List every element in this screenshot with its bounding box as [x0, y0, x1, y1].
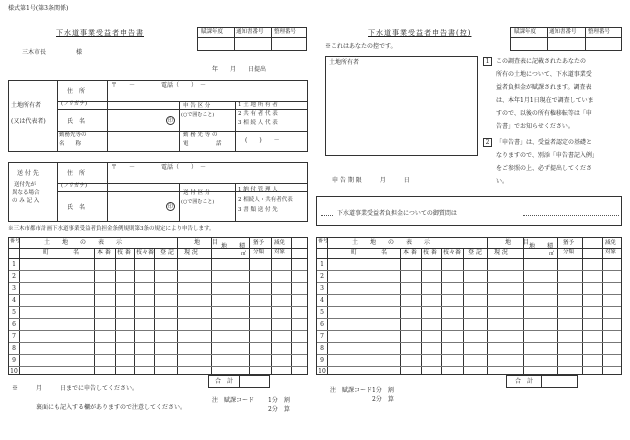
sendto-seal-mark: 印	[167, 204, 173, 210]
info-1-line: は、本年1月1日現在で調査していま	[496, 97, 594, 104]
row-number: 2	[320, 273, 324, 280]
table-row	[9, 306, 307, 307]
col-sub-branch-number: 枝々番	[443, 249, 462, 256]
work-label-2: 名 称	[59, 141, 82, 147]
work-phone-value: ( ) －	[245, 137, 280, 144]
keep-note: ※これはあなたの控です。	[325, 43, 397, 50]
col-class: 分類	[563, 249, 575, 255]
report-deadline: 申 告 期 限 月 日	[332, 177, 410, 184]
right-title: 下水道事業受益者申告書(控)	[368, 29, 472, 37]
addressee-suffix: 様	[76, 49, 83, 56]
back-note: 裏面にも記入する欄がありますので注意してください。	[36, 404, 187, 411]
report-type-option-2: 2 共 有 者 代 表	[238, 111, 278, 117]
col-target: 対象	[605, 249, 617, 255]
col-exemption: 減免	[605, 240, 617, 246]
owner-copy-label: 土地所有者	[329, 59, 360, 66]
row-number: 8	[320, 345, 324, 352]
table-num-label: 番号	[318, 238, 329, 244]
table-num-label: 番号	[10, 238, 21, 244]
inquiry-box	[316, 196, 622, 226]
left-land-table	[8, 237, 308, 375]
row-number: 6	[320, 321, 324, 328]
row-number: 10	[10, 368, 18, 375]
area-heading: 地 積	[529, 243, 554, 250]
table-row	[9, 354, 307, 355]
sendto-postal-mark: 〒 －	[111, 164, 136, 171]
work-phone-label-1: 勤 務 先 等 の	[183, 132, 218, 138]
col-town: 町 名	[351, 249, 388, 256]
land-heading: 土 地 の 表 示	[352, 239, 431, 246]
info-1-line: 告書」でお知らせください。	[496, 123, 574, 130]
sendto-sub-3: の み 記 入	[12, 198, 40, 204]
right-land-table	[316, 237, 622, 375]
sendto-option-2: 2 相続人・共有者代表	[238, 197, 293, 203]
row-number: 1	[12, 261, 16, 268]
info-2-line: 「申告書」は、受益者認定の基礎と	[496, 139, 593, 146]
left-total-label: 合 計	[215, 378, 234, 385]
col-town: 町 名	[43, 249, 80, 256]
col-exemption: 減免	[274, 240, 286, 246]
table-row	[317, 330, 621, 331]
table-row	[317, 366, 621, 367]
deadline-note: ※ 月 日までに申告してください。	[12, 385, 139, 392]
col-target: 対象	[274, 249, 286, 255]
report-type-option-1: 1 土 地 所 有 者	[238, 102, 278, 108]
left-footnote-item-1: 1分 割	[268, 397, 290, 404]
left-total-box	[208, 375, 270, 388]
header-notice-number: 通知書番号	[549, 29, 577, 35]
area-unit: ㎡	[241, 251, 247, 257]
row-number: 7	[320, 333, 324, 340]
col-current: 現 況	[184, 249, 198, 256]
row-number: 1	[320, 261, 324, 268]
info-2-line: なりますので、別添「申告書記入例」	[496, 152, 598, 159]
col-branch-number: 枝 番	[423, 249, 437, 256]
row-number: 4	[320, 297, 324, 304]
table-row	[9, 366, 307, 367]
area-unit: ㎡	[549, 251, 555, 257]
name-label: 氏 名	[67, 118, 86, 125]
sendto-address-label: 住 所	[67, 170, 86, 177]
furigana-label: (フリガナ)	[61, 101, 88, 107]
header-notice-number: 通知書番号	[236, 29, 264, 35]
table-row	[317, 342, 621, 343]
right-header-cells	[510, 27, 622, 51]
col-current: 現 況	[494, 249, 508, 256]
left-footnote-item-2: 2分 算	[268, 406, 290, 413]
left-title: 下水道事業受益者申告書	[56, 29, 144, 37]
row-number: 2	[12, 273, 16, 280]
owner-block	[8, 80, 308, 152]
work-phone-label-2: 電 話	[183, 141, 222, 147]
row-number: 7	[12, 333, 16, 340]
row-number: 3	[320, 285, 324, 292]
sendto-type-note: (○で囲むこと)	[181, 199, 215, 205]
table-row	[317, 318, 621, 319]
area-heading: 地 積	[221, 243, 246, 250]
header-fiscal-year: 賦課年度	[201, 29, 224, 35]
land-category-heading: 地 目	[505, 239, 530, 246]
address-label: 住 所	[67, 88, 86, 95]
sendto-type-label: 送 付 区 分	[183, 190, 211, 196]
postal-mark: 〒 －	[111, 82, 136, 89]
row-number: 8	[12, 345, 16, 352]
table-row	[9, 318, 307, 319]
form-number: 様式第1号(第3条関係)	[8, 5, 69, 12]
left-footnote-label: 注 賦課コード	[212, 397, 255, 404]
row-number: 3	[12, 285, 16, 292]
header-fiscal-year: 賦課年度	[514, 29, 537, 35]
report-type-option-3: 3 相 続 人 代 表	[238, 120, 278, 126]
sendto-block	[8, 162, 308, 222]
phone-label: 電話（ ） －	[161, 82, 207, 89]
sendto-option-1: 1 納 付 管 理 人	[238, 187, 278, 193]
table-row	[9, 342, 307, 343]
table-row	[317, 306, 621, 307]
land-heading: 土 地 の 表 示	[44, 239, 123, 246]
left-header-cells	[197, 27, 307, 51]
col-main-number: 本 番	[97, 249, 111, 256]
owner-label: 土地所有者	[11, 102, 42, 109]
header-reference-number: 整理番号	[274, 29, 297, 35]
header-reference-number: 整理番号	[588, 29, 611, 35]
work-label-1: 勤務先等の	[59, 132, 87, 138]
info-1-line: 益者負担金が賦課されます。調査表	[496, 84, 592, 91]
report-type-note: (○で囲むこと)	[181, 112, 215, 118]
col-deferral: 猶予	[253, 240, 265, 246]
info-2-line: をご参照の上、必ず提出してくださ	[496, 165, 593, 172]
col-registered: 登 記	[160, 249, 174, 256]
info-1-line: この調査表に記載されたあなたの	[496, 58, 587, 65]
owner-sub: (又は代表者)	[11, 118, 46, 125]
row-number: 10	[318, 368, 326, 375]
table-row	[9, 270, 307, 271]
right-footnote-item-2: 2分 算	[372, 396, 394, 403]
col-branch-number: 枝 番	[117, 249, 131, 256]
table-row	[9, 330, 307, 331]
col-registered: 登 記	[468, 249, 482, 256]
info-2-line: い。	[496, 178, 509, 185]
sendto-option-3: 3 書 類 送 付 先	[238, 207, 278, 213]
row-number: 6	[12, 321, 16, 328]
col-sub-branch-number: 枝々番	[136, 249, 155, 256]
row-number: 9	[320, 357, 324, 364]
addressee: 三木市長	[22, 49, 47, 56]
sendto-furigana-label: (フリガナ)	[61, 183, 88, 189]
seal-mark: 印	[167, 118, 173, 124]
date-line: 年 月 日提出	[212, 66, 267, 73]
col-class: 分類	[253, 249, 265, 255]
right-footnote-label: 注 賦課コード	[330, 387, 373, 394]
table-row	[9, 282, 307, 283]
right-total-label: 合 計	[515, 378, 534, 385]
info-1-line: すので、以後の所有権移転等は「申	[496, 110, 592, 117]
inquiry-text: 下水道事業受益者負担金についての御質問は	[337, 210, 457, 217]
info-1-line: 所有の土地について、下水道事業受	[496, 71, 592, 78]
table-row	[317, 294, 621, 295]
table-row	[9, 294, 307, 295]
col-main-number: 本 番	[403, 249, 417, 256]
sendto-label: 送 付 先	[17, 170, 39, 177]
row-number: 9	[12, 357, 16, 364]
row-number: 5	[12, 309, 16, 316]
col-deferral: 猶予	[563, 240, 575, 246]
sendto-sub-1: 送付先が	[14, 182, 37, 188]
sendto-sub-2: 異なる場合	[12, 190, 40, 196]
owner-copy-box	[325, 56, 478, 156]
table-row	[317, 282, 621, 283]
land-category-heading: 地 目	[194, 239, 219, 246]
report-type-label: 申 告 区 分	[183, 103, 211, 109]
sendto-phone-label: 電話（ ） －	[161, 164, 207, 171]
row-number: 5	[320, 309, 324, 316]
row-number: 4	[12, 297, 16, 304]
right-footnote-item-1: 1分 割	[372, 387, 394, 394]
regulation-note: ※三木市都市計画下水道事業受益者負担金条例規則第3条の規定により申告します。	[8, 226, 215, 232]
table-row	[317, 354, 621, 355]
sendto-name-label: 氏 名	[67, 204, 86, 211]
right-total-box	[506, 375, 578, 388]
table-row	[317, 270, 621, 271]
